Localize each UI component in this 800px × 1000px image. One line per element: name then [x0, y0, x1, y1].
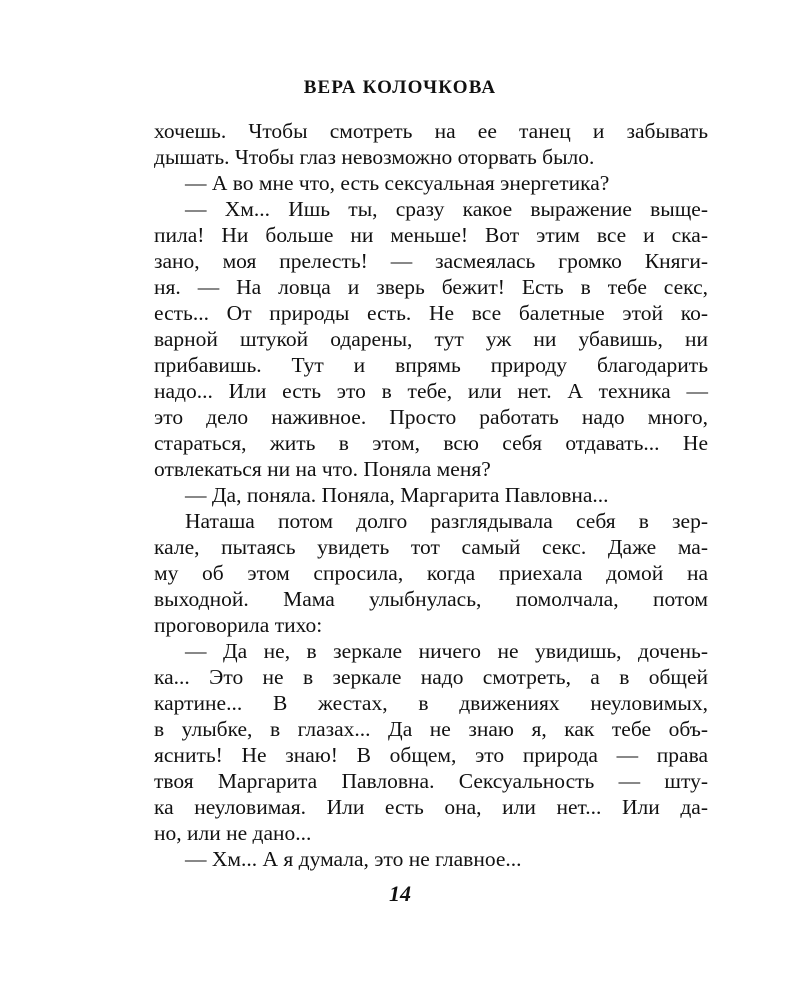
text-line: зано, моя прелесть! — засмеялась громко Княги- — [154, 249, 708, 273]
body-text — [154, 118, 708, 872]
text-line: проговорила тихо: — [154, 613, 323, 637]
text-line: — Хм... Ишь ты, сразу какое выражение выще- — [185, 197, 708, 221]
text-line: в улыбке, в глазах... Да не знаю я, как тебе объ- — [154, 717, 708, 741]
text-line: яснить! Не знаю! В общем, это природа — права — [154, 743, 708, 767]
text-line: хочешь. Чтобы смотреть на ее танец и забывать — [154, 119, 708, 143]
text-line: му об этом спросила, когда приехала домой на — [154, 561, 708, 585]
text-line: кале, пытаясь увидеть тот самый секс. Даже ма- — [154, 535, 708, 559]
text-line: ка неуловимая. Или есть она, или нет... Или да- — [154, 795, 708, 819]
text-line: твоя Маргарита Павловна. Сексуальность — шту- — [154, 769, 708, 793]
text-line: варной штукой одарены, тут уж ни убавишь, ни — [154, 327, 708, 351]
text-line: ка... Это не в зеркале надо смотреть, а в общей — [154, 665, 708, 689]
page-number: 14 — [389, 881, 411, 906]
text-line: но, или не дано... — [154, 821, 312, 845]
text-line: выходной. Мама улыбнулась, помолчала, потом — [154, 587, 708, 611]
text-line: дышать. Чтобы глаз невозможно оторвать было. — [154, 145, 595, 169]
text-line: ня. — На ловца и зверь бежит! Есть в тебе секс, — [154, 275, 708, 299]
text-line: — А во мне что, есть сексуальная энергетика? — [185, 171, 610, 195]
running-header: ВЕРА КОЛОЧКОВА — [303, 77, 497, 98]
text-line: это дело наживное. Просто работать надо много, — [154, 405, 708, 429]
text-line: есть... От природы есть. Не все балетные этой ко- — [154, 301, 708, 325]
text-line: отвлекаться ни на что. Поняла меня? — [154, 457, 491, 481]
text-line: картине... В жестах, в движениях неуловимых, — [154, 691, 708, 715]
text-line: — Да, поняла. Поняла, Маргарита Павловна... — [185, 483, 609, 507]
text-line: пила! Ни больше ни меньше! Вот этим все и ска- — [154, 223, 708, 247]
text-line: — Да не, в зеркале ничего не увидишь, дочень- — [185, 639, 708, 663]
text-line: надо... Или есть это в тебе, или нет. А техника — — [154, 379, 708, 403]
text-line: стараться, жить в этом, всю себя отдавать... Не — [154, 431, 708, 455]
text-line: Наташа потом долго разглядывала себя в зер- — [185, 509, 708, 533]
text-line: прибавишь. Тут и впрямь природу благодарить — [154, 353, 708, 377]
text-line: — Хм... А я думала, это не главное... — [185, 847, 522, 871]
